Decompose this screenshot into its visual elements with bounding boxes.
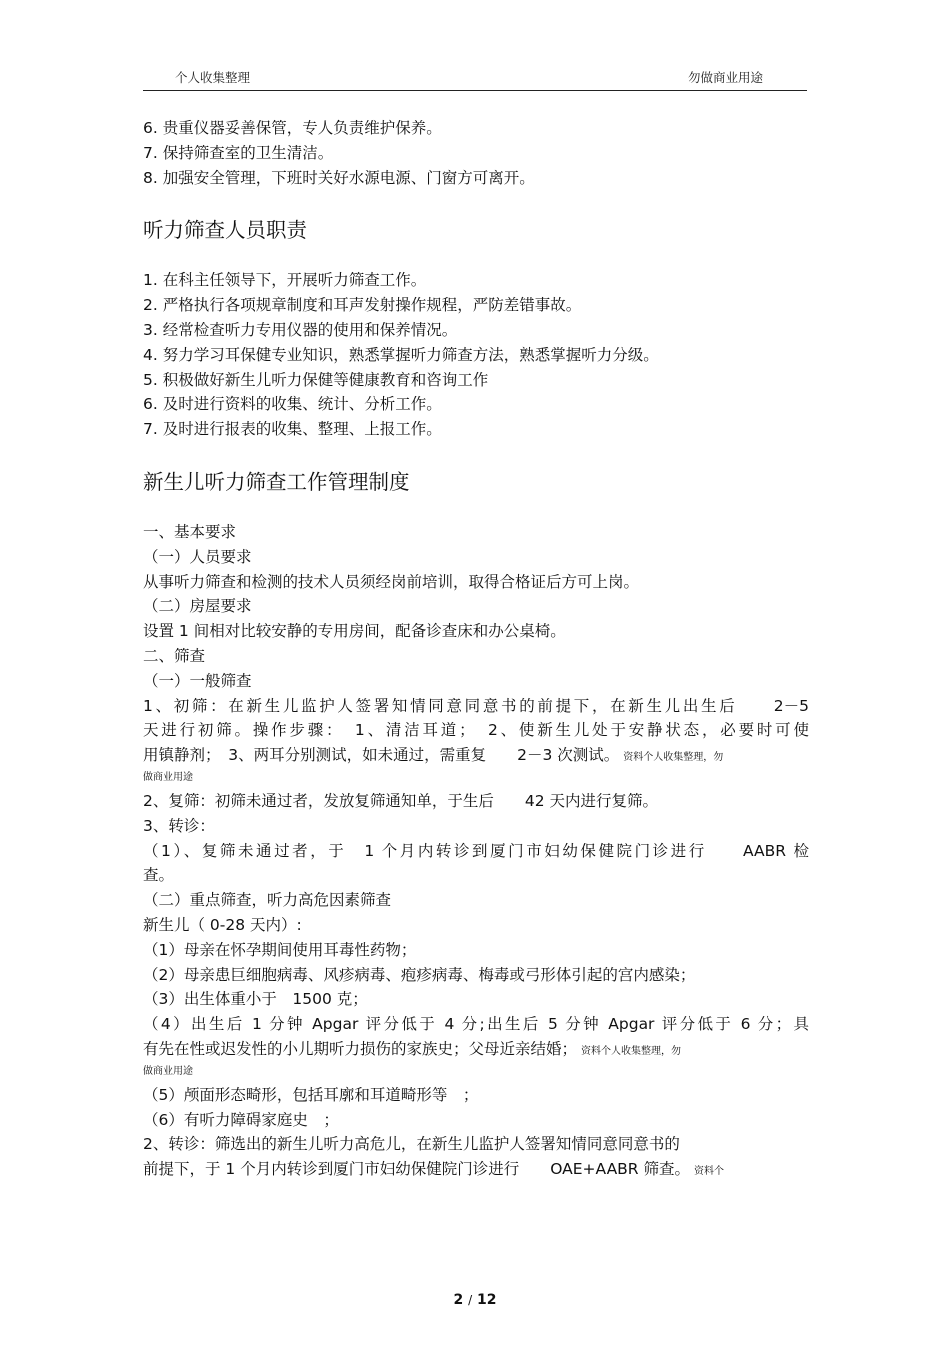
paragraph-text: 用镇静剂； 3、两耳分别测试，如未通过，需重复 2－3 次测试。	[143, 746, 620, 765]
subheading-key-screening: （二）重点筛查，听力高危因素筛查	[143, 891, 392, 910]
risk-factor-item: （6）有听力障碍家庭史 ；	[143, 1110, 339, 1129]
header-left-text: 个人收集整理	[175, 70, 251, 85]
paragraph-text: 有先在性或迟发性的小儿期听力损伤的家族史；父母近亲结婚；	[143, 1039, 578, 1058]
risk-factor-item: （1）母亲在怀孕期间使用耳毒性药物；	[143, 940, 417, 959]
risk-factor-item: （2）母亲患巨细胞病毒、风疹病毒、疱疹病毒、梅毒或弓形体引起的宫内感染；	[143, 965, 696, 984]
watermark-note: 资料个人收集整理，勿	[623, 752, 724, 764]
current-page: 2	[453, 1292, 464, 1308]
duty-item: 7. 及时进行报表的收集、整理、上报工作。	[143, 420, 442, 439]
section-title-management: 新生儿听力筛查工作管理制度	[143, 469, 410, 494]
duty-item: 6. 及时进行资料的收集、统计、分析工作。	[143, 395, 442, 414]
duty-item: 5. 积极做好新生儿听力保健等健康教育和咨询工作	[143, 370, 489, 389]
watermark-note-continued: 做商业用途	[143, 1065, 193, 1077]
rule-item-6: 6. 贵重仪器妥善保管，专人负责维护保养。	[143, 119, 442, 137]
heading-screening: 二、筛查	[143, 646, 206, 665]
paragraph-text: 前提下，于 1 个月内转诊到厦门市妇幼保健院门诊进行 OAE+AABR 筛查。	[143, 1160, 690, 1179]
heading-basic-requirements: 一、基本要求	[143, 522, 237, 541]
paragraph-line: 从事听力筛查和检测的技术人员须经岗前培训，取得合格证后方可上岗。	[143, 572, 640, 591]
paragraph-line: 2、复筛：初筛未通过者，发放复筛通知单，于生后 42 天内进行复筛。	[143, 791, 659, 810]
subheading-personnel: （一）人员要求	[143, 547, 252, 566]
paragraph-line: 天进行初筛。操作步骤： 1、清洁耳道； 2、使新生儿处于安静状态，必要时可使	[143, 721, 809, 740]
paragraph-line	[143, 743, 809, 771]
management-body	[143, 520, 809, 1185]
page-header	[143, 62, 807, 91]
duty-item: 1. 在科主任领导下，开展听力筛查工作。	[143, 271, 427, 290]
paragraph-line: 查。	[143, 866, 175, 885]
page-number	[0, 1292, 950, 1308]
page-separator: /	[468, 1293, 473, 1307]
risk-factor-item: （5）颅面形态畸形，包括耳廓和耳道畸形等 ；	[143, 1085, 479, 1104]
total-pages: 12	[477, 1292, 497, 1308]
paragraph-line: 新生儿（ 0-28 天内）:	[143, 915, 302, 934]
duty-item: 4. 努力学习耳保健专业知识，熟悉掌握听力筛查方法，熟悉掌握听力分级。	[143, 345, 659, 364]
paragraph-line: 2、转诊：筛选出的新生儿听力高危儿，在新生儿监护人签署知情同意同意书的	[143, 1135, 680, 1154]
paragraph-line: 设置 1 间相对比较安静的专用房间，配备诊查床和办公桌椅。	[143, 622, 566, 641]
watermark-note-continued: 做商业用途	[143, 771, 193, 783]
risk-factor-item: （3）出生体重小于 1500 克；	[143, 990, 368, 1009]
subheading-general-screening: （一）一般筛查	[143, 671, 252, 690]
paragraph-line: 1、初筛：在新生儿监护人签署知情同意同意书的前提下，在新生儿出生后 2－5	[143, 696, 809, 715]
risk-factor-item: （4）出生后 1 分钟 Apgar 评分低于 4 分;出生后 5 分钟 Apgar 评分低于 6 分；具	[143, 1015, 809, 1034]
duties-list	[143, 268, 809, 442]
rule-item-7: 7. 保持筛查室的卫生清洁。	[143, 143, 334, 162]
duty-item: 3. 经常检查听力专用仪器的使用和保养情况。	[143, 320, 458, 339]
rule-item-8: 8. 加强安全管理，下班时关好水源电源、门窗方可离开。	[143, 168, 535, 187]
subheading-room: （二）房屋要求	[143, 597, 252, 616]
section-title-duties: 听力筛查人员职责	[143, 218, 307, 243]
watermark-note: 资料个	[694, 1166, 724, 1178]
paragraph-line: （1）、复筛未通过者，于 1 个月内转诊到厦门市妇幼保健院门诊进行 AABR 检	[143, 841, 809, 860]
header-right-text: 勿做商业用途	[687, 70, 763, 85]
paragraph-line	[143, 1157, 809, 1185]
paragraph-line: 3、转诊：	[143, 816, 215, 835]
watermark-note: 资料个人收集整理，勿	[581, 1045, 682, 1057]
paragraph-line	[143, 1037, 809, 1065]
duty-item: 2. 严格执行各项规章制度和耳声发射操作规程，严防差错事故。	[143, 296, 582, 315]
document-body	[143, 116, 809, 1185]
